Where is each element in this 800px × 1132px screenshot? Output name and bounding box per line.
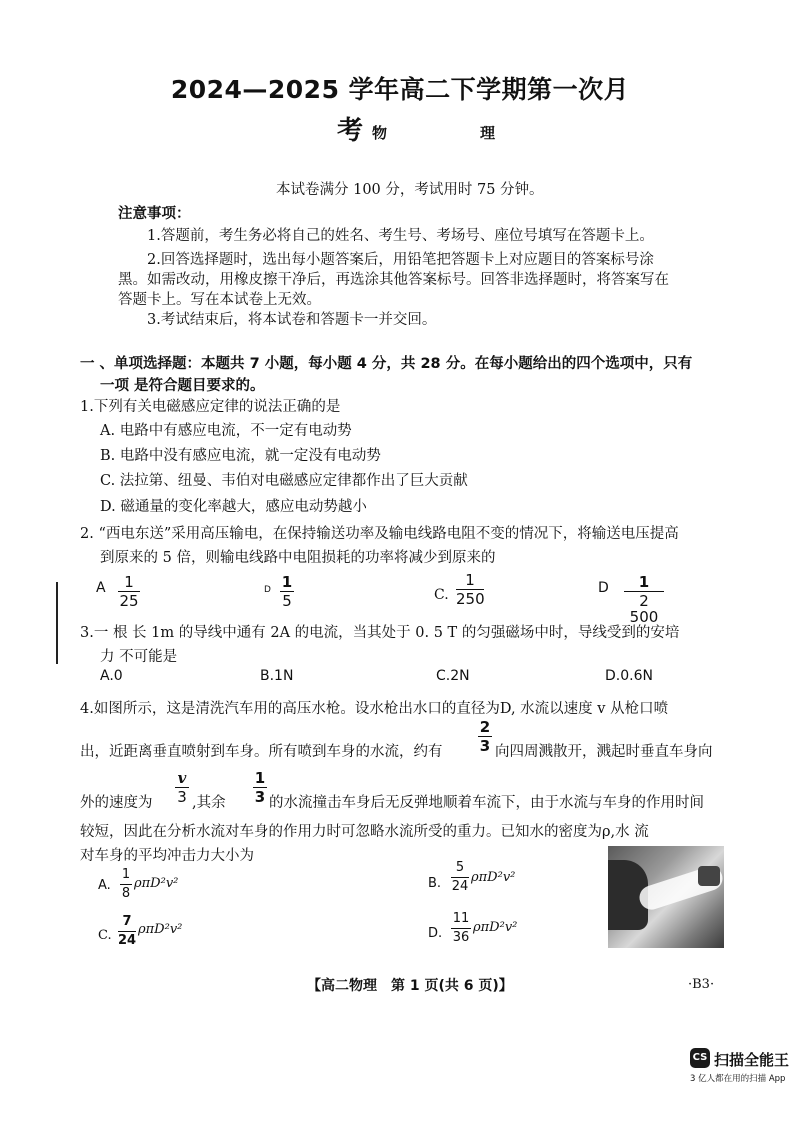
q4-fraction-v-thirds: v 3 [175,770,189,805]
notice-item-2-line-3: 答题卡上。写在本试卷上无效。 [118,292,321,308]
q4-option-b-formula: ρπD²v² [471,870,516,885]
q1-stem: 1.下列有关电磁感应定律的说法正确的是 [80,399,341,415]
q4-option-c-label: C. [98,928,112,943]
q4-stem-line-3a: 外的速度为 [80,795,153,811]
q4-option-d-fraction: 11 36 [452,911,470,945]
notice-item-3: 3.考试结束后，将本试卷和答题卡一并交回。 [147,312,437,328]
q4-stem-line-1: 4.如图所示，这是清洗汽车用的高压水枪。设水枪出水口的直径为D, 水流以速度 v 从枪口喷 [80,701,669,717]
q3-option-c: C.2N [436,668,470,684]
scanner-tagline: 3 亿人都在用的扫描 App [690,1074,786,1084]
q4-stem-line-3b: ,其余 [192,795,226,811]
q4-option-b-label: B. [428,876,442,891]
margin-mark [56,582,58,664]
q4-stem-line-4: 较短，因此在分析水流对车身的作用力时可忽略水流所受的重力。已知水的密度为ρ,水 流 [80,824,649,840]
q1-option-a: A. 电路中有感应电流，不一定有电动势 [100,423,352,439]
exam-title: 2024—2025 学年高二下学期第一次月 [170,75,630,104]
q4-option-b-fraction: 5 24 [451,860,469,894]
q4-option-c-fraction: 7 24 [118,914,137,948]
notice-heading: 注意事项： [118,206,191,222]
q2-stem-line-1: 2. “西电东送”采用高压输电，在保持输送功率及输电线路电阻不变的情况下，将输送电压提高 [80,526,679,542]
q1-option-d: D. 磁通量的变化率越大，感应电动势越小 [100,499,367,515]
q4-stem-line-3c: 的水流撞击车身后无反弹地顺着车流下，由于水流与车身的作用时间 [269,795,704,811]
q4-option-a-fraction: 1 8 [121,867,131,901]
q1-option-b: B. 电路中没有感应电流，就一定没有电动势 [100,448,381,464]
subtitle-kao: 考 [337,116,364,146]
q2-option-b-label: D [264,585,271,595]
q1-option-c: C. 法拉第、纽曼、韦伯对电磁感应定律都作出了巨大贡献 [100,473,468,489]
q4-option-a-label: A. [98,878,111,893]
q2-option-c-fraction: 1 250 [456,571,485,608]
notice-item-2-line-1: 2.回答选择题时，选出每小题答案后，用铅笔把答题卡上对应题目的答案标号涂 [147,252,654,268]
q2-option-c-label: C. [434,587,449,603]
scanner-app-name: 扫描全能王 [714,1051,790,1069]
section-heading-line-2: 一项 是符合题目要求的。 [100,378,265,394]
car-wash-photo [608,846,724,948]
q2-option-b-fraction: 1 5 [281,573,293,610]
q2-option-a-fraction: 1 25 [119,573,139,610]
q4-stem-line-5: 对车身的平均冲击力大小为 [80,848,254,864]
q3-stem-line-1: 3.一 根 长 1m 的导线中通有 2A 的电流，当其处于 0. 5 T 的匀强磁场中时，导线受到的安培 [80,625,680,641]
notice-item-2-line-2: 黑。如需改动，用橡皮擦干净后，再选涂其他答案标号。回答非选择题时，将答案写在 [118,272,669,288]
q4-option-c-formula: ρπD²v² [138,922,183,937]
q4-fraction-one-third: 1 3 [254,769,266,806]
exam-intro: 本试卷满分 100 分，考试用时 75 分钟。 [276,182,544,198]
q3-option-a: A.0 [100,668,123,684]
page-footer: 【高二物理 第 1 页(共 6 页)】 [307,978,513,994]
q4-option-d-formula: ρπD²v² [473,920,518,935]
q4-stem-line-2a: 出，近距离垂直喷射到车身。所有喷到车身的水流，约有 [80,744,443,760]
scanner-logo-icon: CS [690,1048,710,1068]
q4-fraction-two-thirds: 2 3 [479,718,491,755]
q2-option-d-fraction: 1 2 500 [624,574,664,625]
q4-option-d-label: D. [428,926,443,941]
q2-option-a-label: A [96,580,106,596]
q3-option-b: B.1N [260,668,294,684]
q2-option-d-label: D [598,580,609,596]
q3-option-d: D.0.6N [605,668,653,684]
page-code: ·B3· [688,977,715,992]
q3-stem-line-2: 力 不可能是 [100,649,178,665]
q4-stem-line-2b: 向四周溅散开，溅起时垂直车身向 [495,744,713,760]
q4-option-a-formula: ρπD²v² [134,876,179,891]
q2-stem-line-2: 到原来的 5 倍，则输电线路中电阻损耗的功率将减少到原来的 [100,550,496,566]
subtitle-subject-1: 物 [372,124,388,142]
notice-item-1: 1.答题前，考生务必将自己的姓名、考生号、考场号、座位号填写在答题卡上。 [147,228,654,244]
section-heading-line-1: 一 、单项选择题：本题共 7 小题，每小题 4 分，共 28 分。在每小题给出的四个选项中，只有 [80,356,693,372]
subtitle-subject-2: 理 [480,124,496,142]
